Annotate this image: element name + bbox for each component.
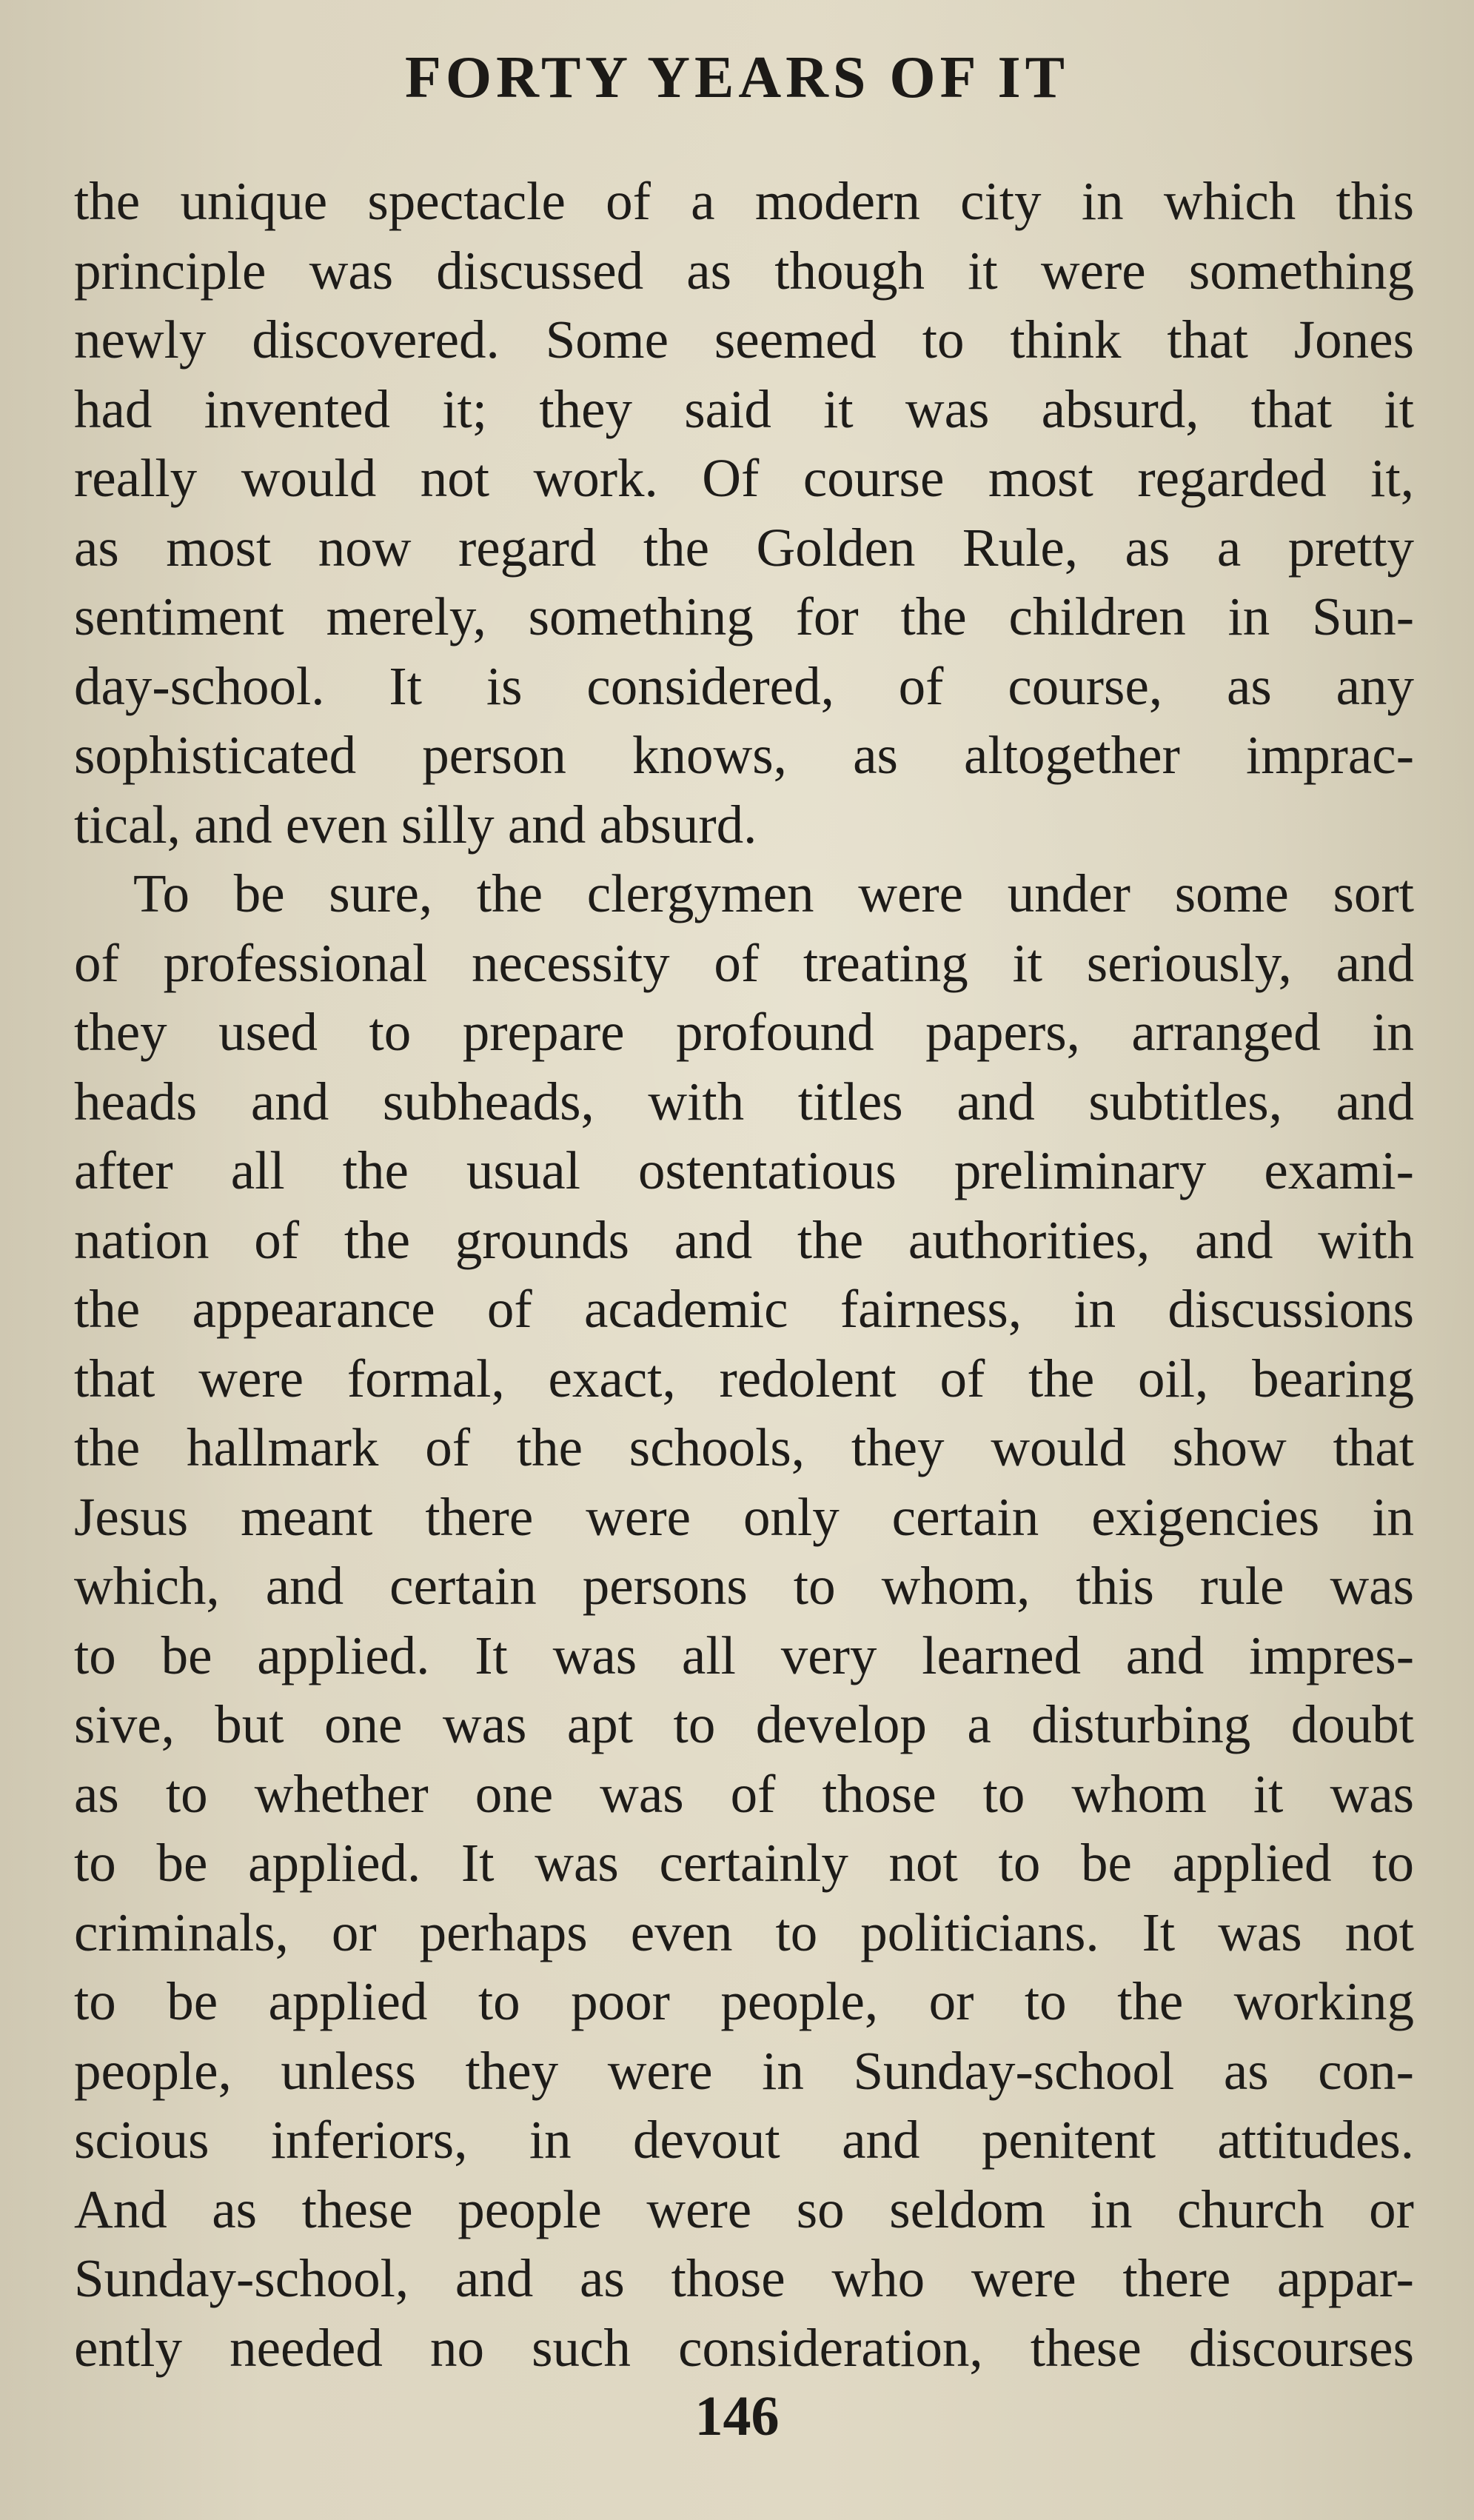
- text-line: had invented it; they said it was absurd, that it: [74, 378, 1414, 439]
- text-line: they used to prepare profound papers, arranged in: [74, 1002, 1414, 1062]
- text-line: sophisticated person knows, as altogether imprac-: [74, 725, 1414, 785]
- text-line: criminals, or perhaps even to politicians. It was not: [74, 1902, 1414, 1962]
- text-line: the appearance of academic fairness, in discussions: [74, 1279, 1414, 1339]
- paragraph-2: [74, 859, 1414, 2382]
- text-line: as most now regard the Golden Rule, as a pretty: [74, 517, 1414, 578]
- text-line: nation of the grounds and the authorities, and with: [74, 1209, 1414, 1270]
- text-line: tical, and even silly and absurd.: [74, 794, 757, 855]
- text-line: the hallmark of the schools, they would show that: [74, 1417, 1414, 1477]
- text-line: to be applied. It was certainly not to be applied to: [74, 1833, 1414, 1893]
- text-line: as to whether one was of those to whom it was: [74, 1763, 1414, 1824]
- text-line: Sunday-school, and as those who were there appar-: [74, 2248, 1414, 2308]
- text-line: sive, but one was apt to develop a disturbing doubt: [74, 1694, 1414, 1754]
- text-line: after all the usual ostentatious preliminary exami-: [74, 1140, 1414, 1200]
- body-text: [74, 167, 1414, 2382]
- text-line: And as these people were so seldom in church or: [74, 2179, 1414, 2239]
- text-line: sentiment merely, something for the children in Sun-: [74, 586, 1414, 646]
- text-line: that were formal, exact, redolent of the oil, bearing: [74, 1348, 1414, 1408]
- text-line: scious inferiors, in devout and penitent attitudes.: [74, 2110, 1414, 2170]
- page-number: 146: [694, 2385, 780, 2447]
- text-line: newly discovered. Some seemed to think that Jones: [74, 310, 1414, 370]
- text-line: To be sure, the clergymen were under some sort: [133, 863, 1414, 923]
- text-line: heads and subheads, with titles and subtitles, and: [74, 1071, 1414, 1132]
- text-line: Jesus meant there were only certain exigencies in: [74, 1486, 1414, 1547]
- text-line: day-school. It is considered, of course, as any: [74, 655, 1414, 716]
- text-line: ently needed no such consideration, these discourses: [74, 2317, 1414, 2378]
- text-line: the unique spectacle of a modern city in which this: [74, 171, 1414, 231]
- text-line: people, unless they were in Sunday-school as con-: [74, 2040, 1414, 2101]
- text-line: principle was discussed as though it were something: [74, 240, 1414, 301]
- text-line: which, and certain persons to whom, this rule was: [74, 1556, 1414, 1616]
- text-line: to be applied to poor people, or to the working: [74, 1971, 1414, 2031]
- paragraph-1: [74, 167, 1414, 859]
- running-head-title: FORTY YEARS OF IT: [404, 45, 1070, 110]
- text-line: of professional necessity of treating it seriously, and: [74, 932, 1414, 993]
- text-line: to be applied. It was all very learned and impres-: [74, 1625, 1414, 1685]
- text-line: really would not work. Of course most regarded it,: [74, 448, 1414, 508]
